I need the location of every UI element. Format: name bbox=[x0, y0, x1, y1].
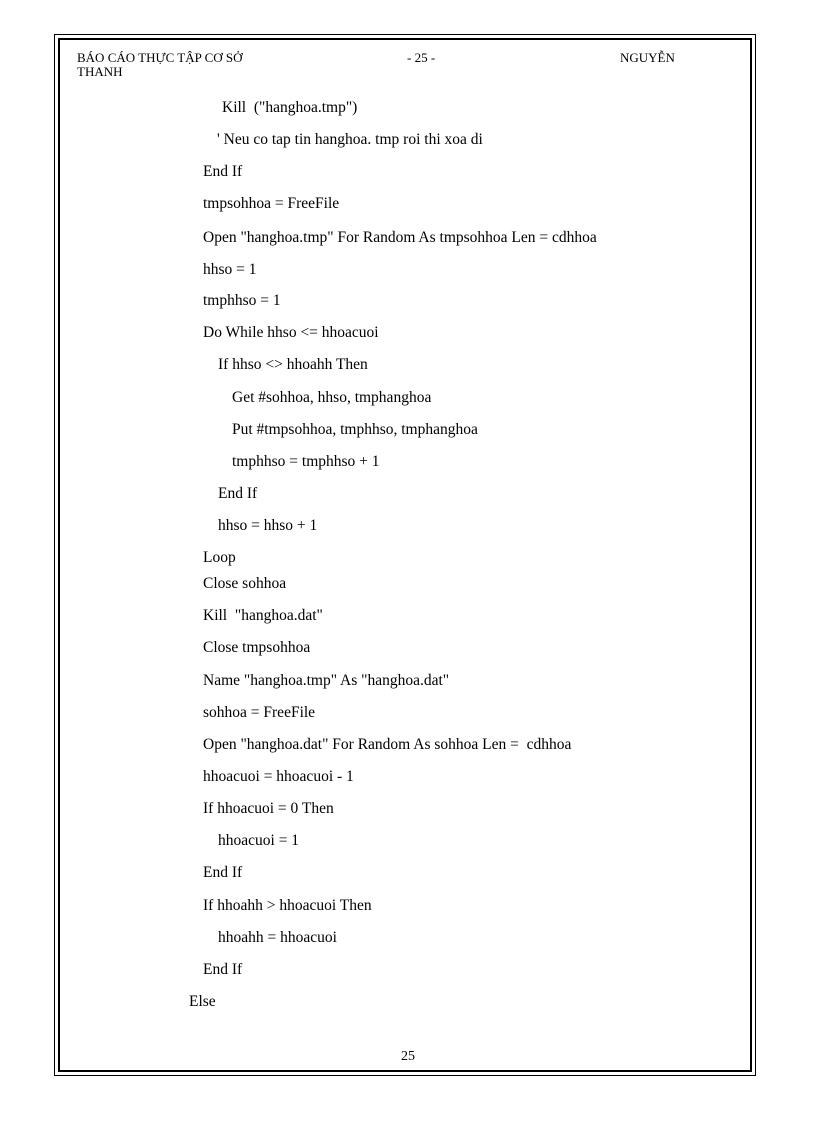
code-line-25: End If bbox=[203, 864, 243, 881]
code-line-4: tmpsohhoa = FreeFile bbox=[203, 195, 340, 212]
code-line-23: If hhoacuoi = 0 Then bbox=[203, 800, 334, 817]
code-line-13: End If bbox=[218, 485, 258, 502]
code-line-1: Kill ("hanghoa.tmp") bbox=[222, 99, 358, 116]
code-line-7: tmphhso = 1 bbox=[203, 292, 281, 309]
code-line-2: ' Neu co tap tin hanghoa. tmp roi thi xoa di bbox=[217, 131, 483, 148]
header-page-number: - 25 - bbox=[407, 50, 436, 65]
code-line-17: Kill "hanghoa.dat" bbox=[203, 607, 323, 624]
code-line-27: hhoahh = hhoacuoi bbox=[218, 929, 337, 946]
code-line-24: hhoacuoi = 1 bbox=[218, 832, 300, 849]
header-title: BÁO CÁO THỰC TẬP CƠ SỞ bbox=[77, 50, 243, 65]
page-border-inner bbox=[58, 38, 752, 1072]
code-line-5: Open "hanghoa.tmp" For Random As tmpsohhoa Len = cdhhoa bbox=[203, 229, 597, 246]
code-line-22: hhoacuoi = hhoacuoi - 1 bbox=[203, 768, 354, 785]
footer-page-number: 25 bbox=[401, 1049, 415, 1064]
code-line-11: Put #tmpsohhoa, tmphhso, tmphanghoa bbox=[232, 421, 478, 438]
code-line-16: Close sohhoa bbox=[203, 575, 287, 592]
code-line-12: tmphhso = tmphhso + 1 bbox=[232, 453, 380, 470]
code-line-14: hhso = hhso + 1 bbox=[218, 517, 318, 534]
code-line-6: hhso = 1 bbox=[203, 261, 257, 278]
code-line-21: Open "hanghoa.dat" For Random As sohhoa Len = cdhhoa bbox=[203, 736, 572, 753]
code-line-20: sohhoa = FreeFile bbox=[203, 704, 316, 721]
code-line-19: Name "hanghoa.tmp" As "hanghoa.dat" bbox=[203, 672, 450, 689]
header-author: NGUYỄN bbox=[620, 50, 675, 65]
code-line-15: Loop bbox=[203, 549, 236, 566]
page-border bbox=[54, 34, 756, 1076]
code-line-3: End If bbox=[203, 163, 243, 180]
code-line-18: Close tmpsohhoa bbox=[203, 639, 311, 656]
code-line-10: Get #sohhoa, hhso, tmphanghoa bbox=[232, 389, 432, 406]
code-line-28: End If bbox=[203, 961, 243, 978]
code-line-9: If hhso <> hhoahh Then bbox=[218, 356, 368, 373]
code-line-8: Do While hhso <= hhoacuoi bbox=[203, 324, 379, 341]
header-author-wrap: THANH bbox=[77, 64, 123, 79]
code-line-26: If hhoahh > hhoacuoi Then bbox=[203, 897, 372, 914]
code-line-29: Else bbox=[189, 993, 216, 1010]
